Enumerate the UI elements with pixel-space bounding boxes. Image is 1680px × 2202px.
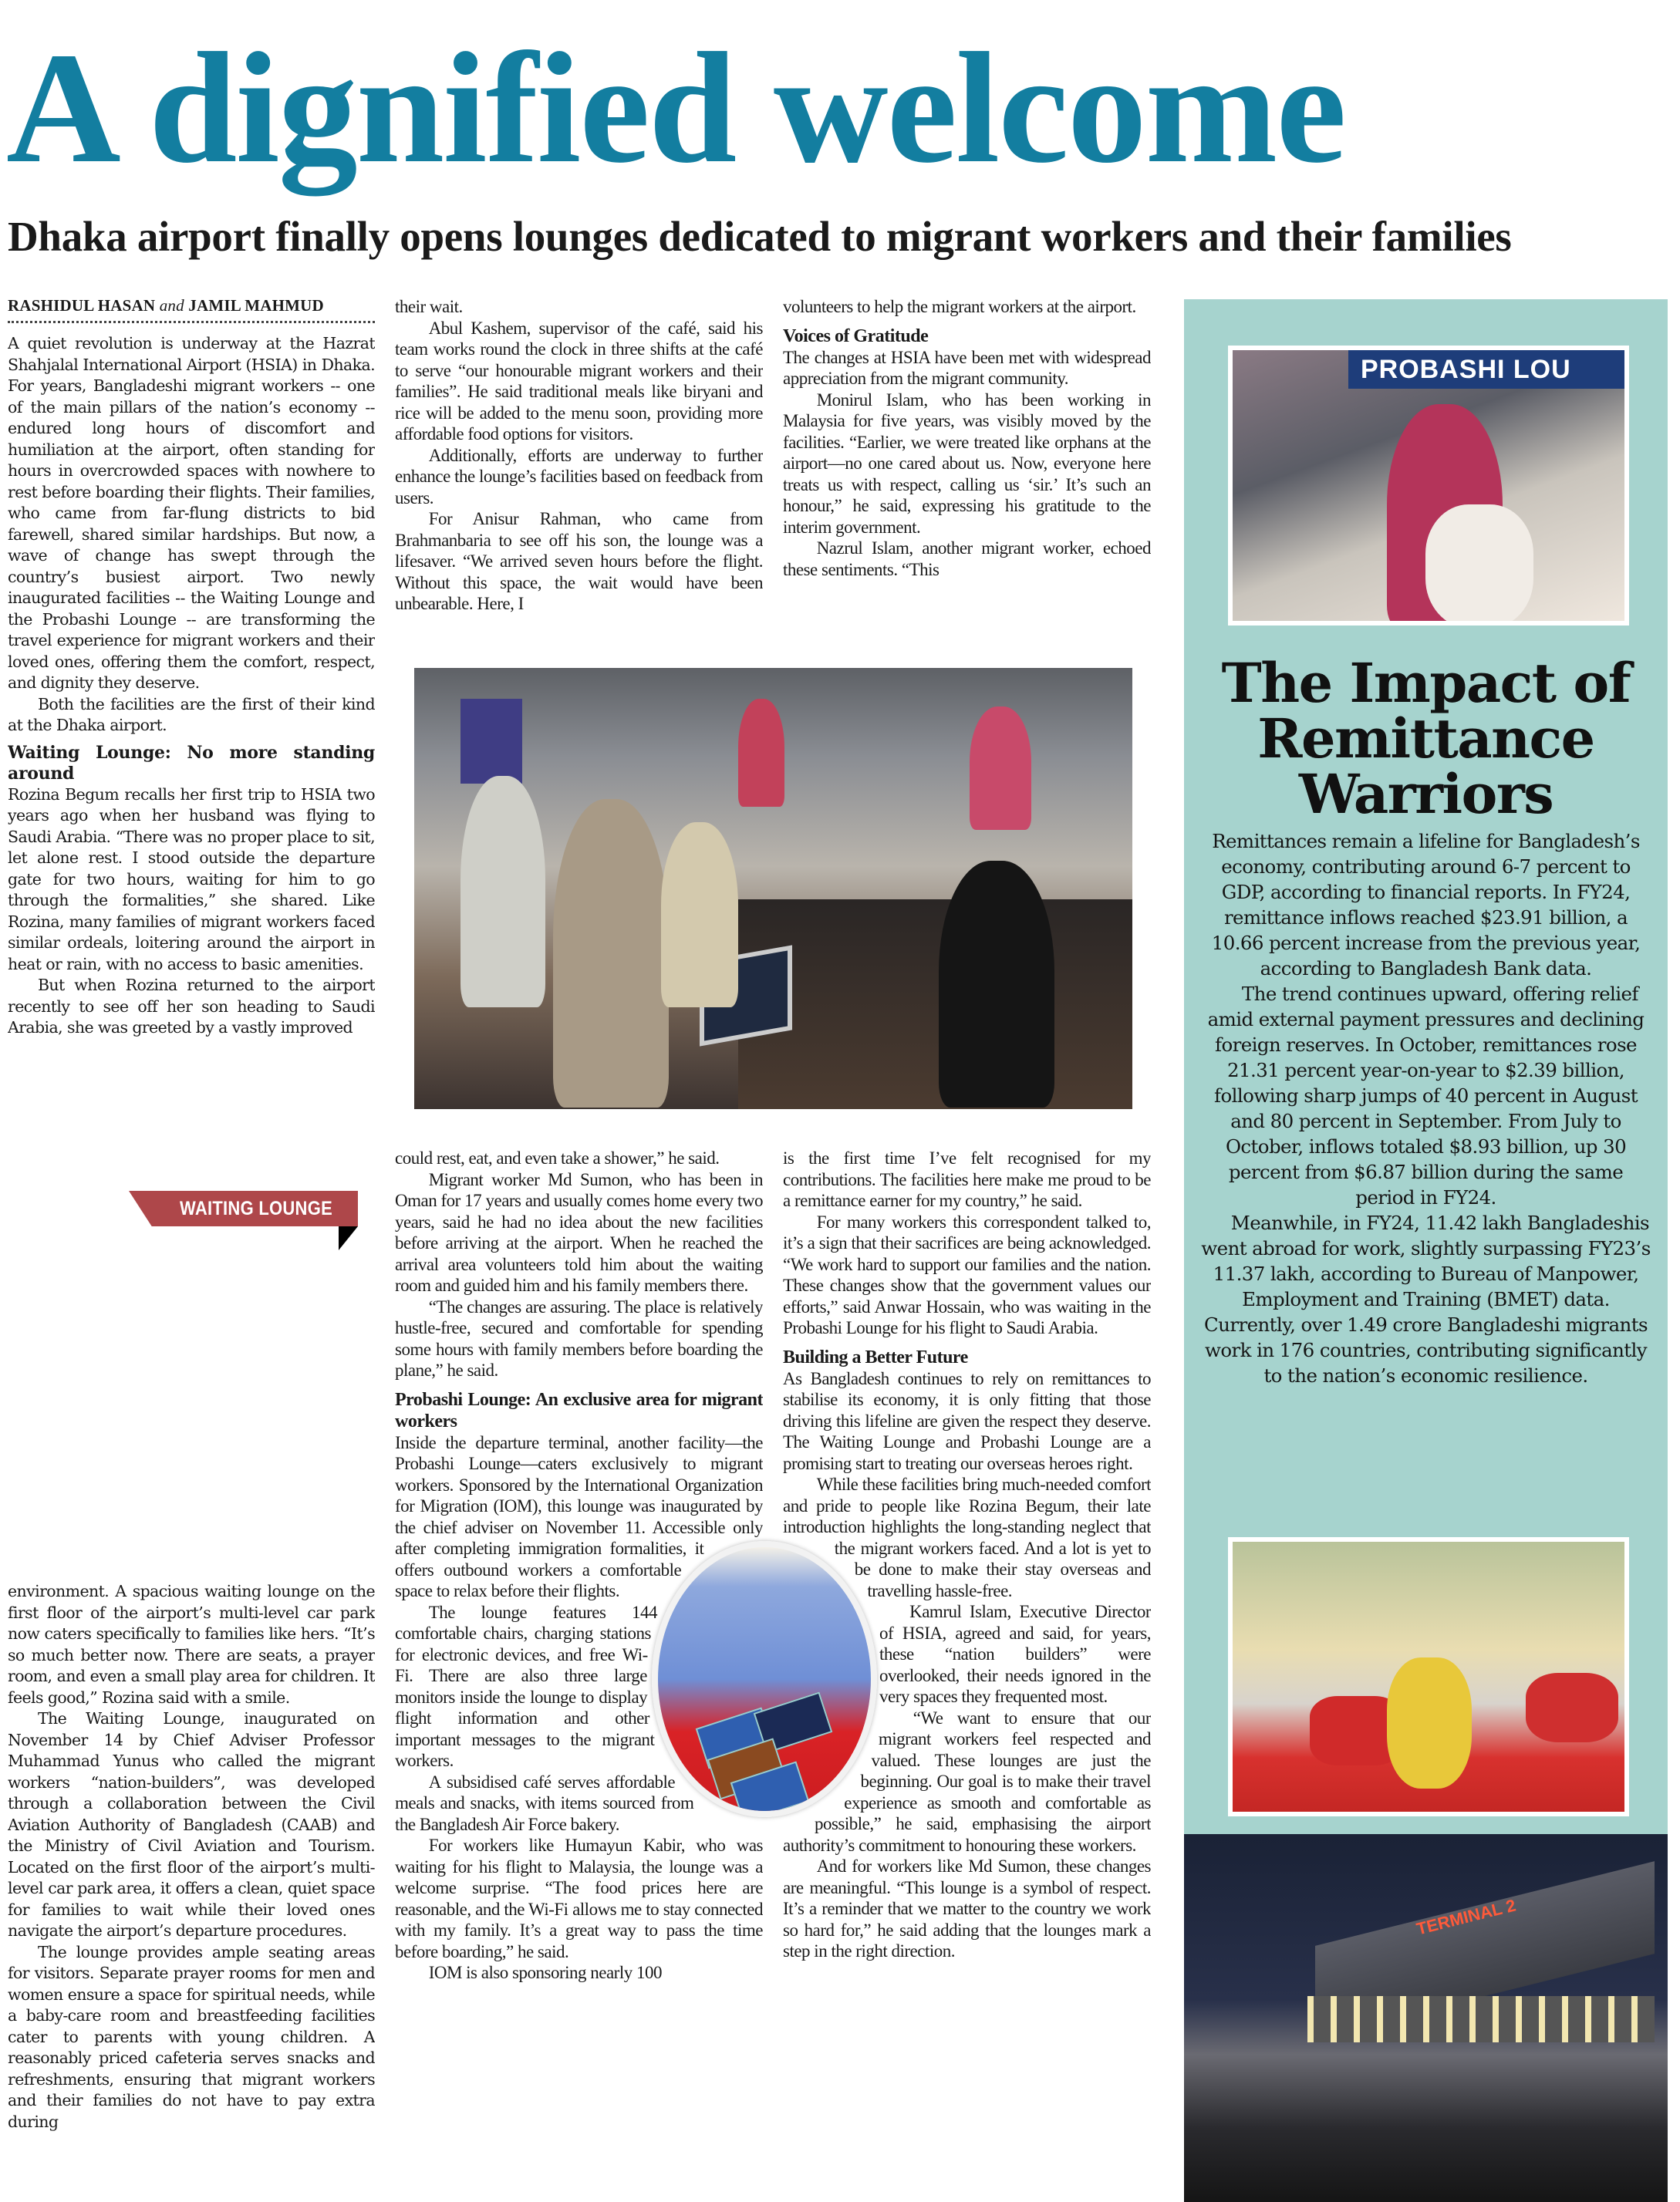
article-paragraph: The lounge provides ample seating areas for visitors. Separate prayer rooms for men and women ensure a space for spiritual needs, while a baby-care room and breastfeeding facilities cater to parents with young children. A reasonably priced cafeteria serves snacks and refreshments, ensuring that migrant workers and their families do not have to pay extra during [8, 1942, 375, 2131]
section-heading: Building a Better Future [783, 1347, 968, 1367]
article-paragraph: For Anisur Rahman, who came from Brahmanbaria to see off his son, the lounge was a lifesaver. “We arrived seven hours before the flight. Without this space, the wait would have been unbearable. Here, I [395, 509, 763, 613]
section-tag [129, 1191, 358, 1226]
article-paragraph: “We want to ensure that our migrant workers feel respected and valued. These lounges are just the beginning. Our goal is to make their travel experience as smooth and comfortable as possible,” he said, emphasising the airport authority’s commitment to honouring these workers. [783, 1708, 1151, 1855]
prayer-room-photo [652, 1541, 877, 1817]
article-paragraph: environment. A spacious waiting lounge on the first floor of the airport’s multi-level car park now caters specifically to families like hers. “It’s so much better now. There are seats, a prayer room, and even a small play area for children. It feels good,” Rozina said with a smile. [8, 1582, 375, 1707]
article-paragraph: The lounge features 144 comfortable chairs, charging stations for electronic devices, and free Wi-Fi. There are also three large monitors inside the lounge to display flight information and other important messages to the migrant workers. [395, 1602, 657, 1770]
article-paragraph: The Waiting Lounge, inaugurated on November 14 by Chief Adviser Professor Muhammad Yunus who called the migrant workers “nation-builders”, was developed through a collaboration between the Civil Aviation Authority of Bangladesh (CAAB) and the Ministry of Civil Aviation and Tourism. Located on the first floor of the airport’s multi-level car park area, it offers a clean, quiet space for families to wait while their loved ones navigate the airport’s departure procedures. [8, 1709, 375, 1940]
article-paragraph: “The changes are assuring. The place is relatively hustle-free, secured and comfortable for spending some hours with family members before boarding the plane,” he said. [395, 1297, 763, 1380]
sidebar-paragraph: The trend continues upward, offering relief amid external payment pressures and declining foreign reserves. In October, remittances rose 21.31 percent year-on-year to $2.39 billion, following sharp jumps of 40 percent in August and 80 percent in September. From July to October, inflows totaled $8.93 billion, up 30 percent from $6.87 billion during the same period in FY24. [1207, 983, 1645, 1209]
play-area-photo [1228, 1537, 1629, 1816]
lounge-banner: PROBASHI LOU [1348, 350, 1624, 389]
article-paragraph: Abul Kashem, supervisor of the café, said his team works round the clock in three shifts at the café to serve “our honourable migrant workers and their families”. He said traditional meals like biryani and rice will be added to the menu soon, providing more affordable food options for visitors. [395, 318, 763, 443]
article-paragraph: Additionally, efforts are underway to further enhance the lounge’s facilities based on feedback from users. [395, 445, 763, 508]
article-paragraph: But when Rozina returned to the airport recently to see off her son heading to Saudi Arabia, she was greeted by a vastly improved [8, 976, 375, 1037]
person-figure [939, 861, 1054, 1108]
article-paragraph: Monirul Islam, who has been working in Malaysia for five years, was visibly moved by the facilities. “Earlier, we were treated like orphans at the airport—no one cared about us. Now, everyone here treats us with respect, calling us ‘sir.’ It’s such an honour,” he said, expressing his gratitude to the interim government. [783, 389, 1151, 537]
article-paragraph: Kamrul Islam, Executive Director of HSIA, agreed and said, for years, these “nation builders” were overlooked, their needs ignored in the very spaces they frequented most. [879, 1602, 1151, 1706]
cafe-counter [738, 899, 1132, 1109]
terminal-sign: TERMINAL 2 [1414, 1895, 1518, 1939]
article-paragraph: Both the facilities are the first of their kind at the Dhaka airport. [8, 694, 375, 734]
article-paragraph: Nazrul Islam, another migrant worker, echoed these sentiments. “This [783, 538, 1151, 579]
article-paragraph: As Bangladesh continues to rely on remittances to stabilise its economy, it is only fitting that those driving this lifeline are given the respect they deserve. The Waiting Lounge and Probashi Lounge are a promising start to treating our overseas heroes right. [783, 1368, 1151, 1473]
article-paragraph: While these facilities bring much-needed comfort and pride to people like Rozina Begum, their late introduction highlights the long-standing neglect that the migrant workers faced. And a lot is yet to be done to make their stay overseas and travelling hassle-free. [783, 1475, 1151, 1600]
article-paragraph: A quiet revolution is underway at the Hazrat Shahjalal International Airport (HSIA) in Dhaka. For years, Bangladeshi migrant workers -- one of the main pillars of the nation’s economy -- endured long hours of discomfort and humiliation at the airport, often standing for hours in overcrowded spaces with nowhere to rest before boarding their flights. Their families, who came from far-flung districts to bid farewell, shared similar hardships. But now, a wave of change has swept through the country’s busiest airport. Two newly inaugurated facilities -- the Waiting Lounge and the Probashi Lounge -- are transforming the travel experience for migrant workers and their loved ones, offering them the comfort, respect, and dignity they deserve. [8, 334, 375, 692]
lounge-cafe-photo [414, 668, 1132, 1109]
section-heading: Voices of Gratitude [783, 325, 929, 346]
lounge-sign [460, 699, 522, 784]
headline: A dignified welcome [6, 19, 1345, 196]
subheadline: Dhaka airport finally opens lounges dedicated to migrant workers and their families [8, 213, 1512, 260]
article-paragraph: their wait. [395, 297, 463, 316]
mother-child-photo [1228, 346, 1629, 626]
sidebar-title: The Impact of Remittance Warriors [1221, 651, 1631, 826]
article-column-3-top [783, 296, 1151, 653]
toy-figure [1526, 1673, 1618, 1742]
article-column-2-top [395, 296, 763, 653]
sidebar-body [1199, 828, 1652, 1388]
article-column-1-top [8, 333, 375, 1097]
byline-author: RASHIDUL HASAN [8, 296, 156, 315]
byline-author: JAMIL MAHMUD [188, 296, 324, 315]
article-paragraph: Inside the departure terminal, another facility—the Probashi Lounge—caters exclusively to migrant workers. Sponsored by the International Organization for Migration (IOM), this lounge was inaugurated by the chief adviser on November 11. Accessible only after completing immigration formalities, it offers outbound workers a comfortable space to relax before their flights. [395, 1432, 763, 1600]
article-paragraph: is the first time I’ve felt recognised for my contributions. The facilities here make me proud to be a remittance earner for my country,” he said. [783, 1148, 1151, 1210]
article-paragraph: could rest, eat, and even take a shower,” he said. [395, 1148, 720, 1168]
person-figure [553, 799, 669, 1108]
article-paragraph: The changes at HSIA have been met with widespread appreciation from the migrant community. [783, 347, 1151, 388]
section-tag-label: WAITING LOUNGE [180, 1198, 333, 1219]
sidebar-paragraph: Remittances remain a lifeline for Bangladesh’s economy, contributing around 6-7 percent to GDP, according to financial reports. In FY24, remittance inflows reached $23.91 billion, a 10.66 percent increase from the previous year, according to Bangladesh Bank data. [1211, 830, 1641, 980]
person-figure [738, 699, 784, 807]
article-paragraph: For many workers this correspondent talked to, it’s a sign that their sacrifices are being acknowledged. “We work hard to support our families and the nation. These changes show that the government values our efforts,” said Anwar Hossain, who was waiting in the Probashi Lounge for his flight to Saudi Arabia. [783, 1212, 1151, 1337]
article-column-1-bottom [8, 1581, 375, 2202]
article-paragraph: IOM is also sponsoring nearly 100 [428, 1963, 662, 1982]
section-heading: Probashi Lounge: An exclusive area for migrant workers [395, 1389, 763, 1431]
article-paragraph: Migrant worker Md Sumon, who has been in Oman for 17 years and usually comes home every two years, said he had no idea about the new facilities before arriving at the airport. When he reached the arrival area volunteers told him about the waiting room and guided him and his family members there. [395, 1169, 763, 1295]
person-figure [970, 706, 1031, 830]
article-paragraph: For workers like Humayun Kabir, who was waiting for his flight to Malaysia, the lounge was a welcome surprise. “The food prices here are reasonable, and the Wi-Fi allows me to stay connected with my family. It’s a great way to pass the time before boarding,” he said. [395, 1836, 763, 1961]
toy-figure [1387, 1657, 1472, 1789]
person-figure [661, 822, 738, 1007]
byline-joiner: and [159, 296, 184, 315]
sidebar-paragraph: Meanwhile, in FY24, 11.42 lakh Bangladeshis went abroad for work, slightly surpassing FY23’s 11.37 lakh, according to Bureau of Manpower, Employment and Training (BMET) data. Currently, over 1.49 crore Bangladeshi migrants work in 176 countries, contributing significantly to the nation’s economic resilience. [1201, 1212, 1651, 1387]
section-heading: Waiting Lounge: No more standing around [8, 742, 375, 784]
article-paragraph: A subsidised café serves affordable meals and snacks, with items sourced from the Bangladesh Air Force bakery. [395, 1772, 694, 1834]
person-figure [460, 776, 545, 1007]
article-paragraph: volunteers to help the migrant workers at the airport. [783, 297, 1136, 316]
person-figure [1425, 504, 1533, 626]
article-paragraph: Rozina Begum recalls her first trip to HSIA two years ago when her husband was flying to Saudi Arabia. “There was no proper place to sit, let alone rest. I stood outside the departure gate for two hours, waiting for him to go through the formalities,” she shared. Like Rozina, many families of migrant workers faced similar ordeals, loitering around the airport in heat or rain, with no access to basic amenities. [8, 784, 375, 973]
byline [8, 295, 375, 323]
terminal-night-photo [1184, 1834, 1668, 2202]
article-paragraph: And for workers like Md Sumon, these changes are meaningful. “This lounge is a symbol of respect. It’s a reminder that we matter to the country we work so hard for,” he said adding that the lounges mark a step in the right direction. [783, 1856, 1151, 1961]
